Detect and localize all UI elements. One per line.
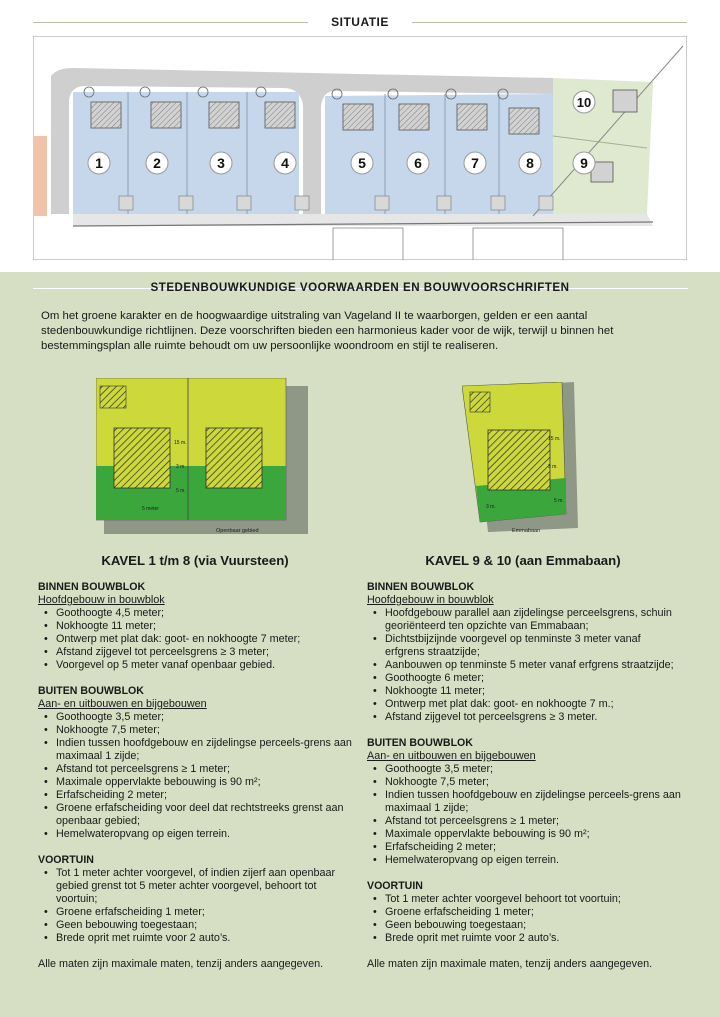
list-item: • Geen bebouwing toegestaan; [56,919,356,932]
right-binnen-list [367,607,683,724]
plan-left-dim-5meter: 5 meter [142,506,159,512]
plan-left-dim-3: 3 m. [176,464,186,470]
plan-right-dim-5: 5 m. [554,498,564,504]
situatie-title: SITUATIE [331,15,389,29]
list-item: • Erfafscheiding 2 meter; [385,841,683,854]
list-item: • Dichtstbijzijnde voorgevel op tenminste 3 meter vanaf erfgrens straatzijde; [385,633,683,659]
list-item: • Indien tussen hoofdgebouw en zijdelingse perceels-grens aan maximaal 1 zijde; [385,789,683,815]
lot-label-7: 7 [471,155,479,171]
right-voortuin-heading: VOORTUIN [367,880,423,892]
list-item: • Maximale oppervlakte bebouwing is 90 m²; [56,776,356,789]
list-item: • Ontwerp met plat dak: goot- en nokhoogte 7 meter; [56,633,356,646]
list-item: • Goothoogte 3,5 meter; [56,711,356,724]
plan-right-bouwblok [488,430,550,490]
lot-label-5: 5 [358,155,366,171]
kavel-right-title: KAVEL 9 & 10 (aan Emmabaan) [425,553,621,568]
list-item: • Nokhoogte 11 meter; [56,620,356,633]
list-item: • Voorgevel op 5 meter vanaf openbaar gebied. [56,659,356,672]
intro-text: Om het groene karakter en de hoogwaardige uitstraling van Vageland II te waarborgen, gelden er een aantal stedenbouwkundige richtlijnen. Deze voorschriften bieden een harmonieus kader voor de wijk, terwijl u binnen het bestemmingsplan alle ruimte behoudt om uw persoonlijke woondroom en stijl te realiseren. [41,310,614,352]
right-voortuin-list [367,893,683,945]
list-item: • Afstand zijgevel tot perceelsgrens ≥ 3 meter. [385,711,683,724]
plan-right-dim-3: 3 m. [548,464,558,470]
plan-kavel-1-8 [96,378,308,534]
lot-label-8: 8 [526,155,534,171]
list-item: • Groene erfafscheiding voor deel dat rechtstreeks grenst aan openbaar gebied; [56,802,356,828]
list-item: • Afstand tot perceelsgrens ≥ 1 meter; [56,763,356,776]
right-binnen-sub: Hoofdgebouw in bouwblok [367,594,494,606]
right-buiten-sub: Aan- en uitbouwen en bijgebouwen [367,750,536,762]
plan-right-dim-15: 15 m. [548,436,561,442]
left-binnen-heading: BINNEN BOUWBLOK [38,581,146,593]
list-item: • Afstand tot perceelsgrens ≥ 1 meter; [385,815,683,828]
list-item: • Ontwerp met plat dak: goot- en nokhoogte 7 m.; [385,698,683,711]
plan-right-road-label: Emmabaan [512,528,541,534]
list-item: • Maximale oppervlakte bebouwing is 90 m²; [385,828,683,841]
voorschriften-title: STEDENBOUWKUNDIGE VOORWAARDEN EN BOUWVOORSCHRIFTEN [150,281,570,294]
list-item: • Hemelwateropvang op eigen terrein. [385,854,683,867]
lot-label-10: 10 [576,95,592,110]
lot-label-2: 2 [153,155,161,171]
list-item: • Afstand zijgevel tot perceelsgrens ≥ 3 meter; [56,646,356,659]
lot-label-3: 3 [217,155,225,171]
list-item: • Groene erfafscheiding 1 meter; [385,906,683,919]
list-item: • Tot 1 meter achter voorgevel, of indien zijerf aan openbaar gebied grenst tot 5 meter achter voorgevel, behoort tot voortuin; [56,867,356,906]
kavel-left-title: KAVEL 1 t/m 8 (via Vuursteen) [101,553,289,568]
plan-right-shed [470,392,490,412]
lot-label-6: 6 [414,155,422,171]
plan-bouwblok-left [114,428,170,488]
list-item: • Aanbouwen op tenminste 5 meter vanaf erfgrens straatzijde; [385,659,683,672]
left-buiten-heading: BUITEN BOUWBLOK [38,685,144,697]
right-buiten-list [367,763,683,867]
plan-bouwblok-right [206,428,262,488]
right-binnen-heading: BINNEN BOUWBLOK [367,581,475,593]
plan-left-dim-15: 15 m. [174,440,187,446]
list-item: • Brede oprit met ruimte voor 2 auto’s. [385,932,683,945]
list-item: • Brede oprit met ruimte voor 2 auto’s. [56,932,356,945]
zone-green [553,78,653,214]
situatie-section [0,0,720,272]
lot-label-1: 1 [95,155,103,171]
kavel-left-rules [38,581,356,971]
plan-shed [100,386,126,408]
list-item: • Nokhoogte 7,5 meter; [385,776,683,789]
left-footer-note: Alle maten zijn maximale maten, tenzij anders aangegeven. [38,958,324,970]
list-item: • Groene erfafscheiding 1 meter; [56,906,356,919]
list-item: • Hemelwateropvang op eigen terrein. [56,828,356,841]
lot-label-4: 4 [281,155,289,171]
list-item: • Hoofdgebouw parallel aan zijdelingse perceelsgrens, schuin georiënteerd ten opzichte van Emmabaan; [385,607,683,633]
left-voortuin-list [38,867,356,945]
list-item: • Goothoogte 3,5 meter; [385,763,683,776]
lot-label-9: 9 [580,155,588,171]
list-item: • Geen bebouwing toegestaan; [385,919,683,932]
list-item: • Tot 1 meter achter voorgevel behoort tot voortuin; [385,893,683,906]
list-item: • Goothoogte 6 meter; [385,672,683,685]
plan-kavel-9-10 [462,382,580,534]
kavel-right-rules [367,581,683,971]
neighbor-plot-left [33,136,47,216]
site-map [33,36,687,260]
list-item: • Nokhoogte 7,5 meter; [56,724,356,737]
left-binnen-sub: Hoofdgebouw in bouwblok [38,594,165,606]
list-item: • Nokhoogte 11 meter; [385,685,683,698]
plan-left-dim-5: 5 m. [176,488,186,494]
left-buiten-sub: Aan- en uitbouwen en bijgebouwen [38,698,207,710]
right-buiten-heading: BUITEN BOUWBLOK [367,737,473,749]
left-binnen-list [38,607,356,672]
list-item: • Erfafscheiding 2 meter; [56,789,356,802]
list-item: • Goothoogte 4,5 meter; [56,607,356,620]
plan-right-dim-3b: 3 m. [486,504,496,510]
left-voortuin-heading: VOORTUIN [38,854,94,866]
right-footer-note: Alle maten zijn maximale maten, tenzij anders aangegeven. [367,958,653,970]
list-item: • Indien tussen hoofdgebouw en zijdelingse perceels-grens aan maximaal 1 zijde; [56,737,356,763]
plan-left-road-label: Openbaar gebied [216,528,259,534]
left-buiten-list [38,711,356,841]
